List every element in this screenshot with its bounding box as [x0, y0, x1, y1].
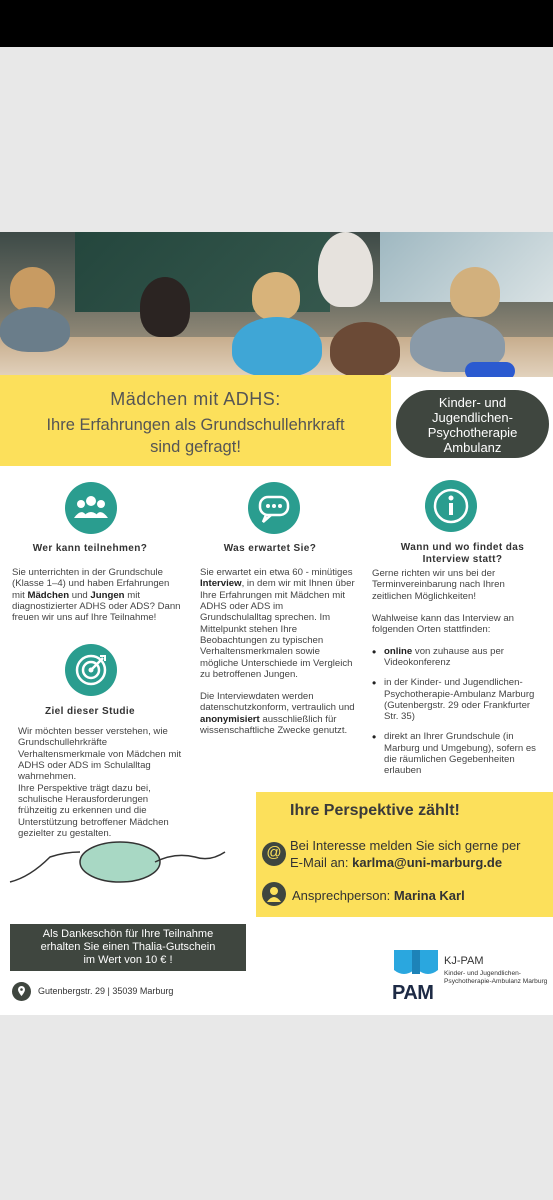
- location-online-text: von zuhause aus per Videokonferenz: [384, 645, 504, 668]
- perspective-title: Ihre Perspektive zählt!: [290, 802, 460, 819]
- teacher: [318, 232, 373, 307]
- title-line-3: sind gefragt!: [150, 437, 241, 456]
- kj-pam-logo: [392, 948, 552, 1006]
- col2-bold-interview: Interview: [200, 578, 242, 590]
- logo-subtitle: [444, 970, 553, 986]
- location-pin-icon: [12, 982, 31, 1001]
- ambulance-badge: [396, 390, 549, 458]
- thanks-line-2: erhalten Sie einen Thalia-Gutschein: [40, 941, 216, 954]
- col3-paragraph-2: Wahlweise kann das Interview an folgenden Orten stattfinden:: [372, 612, 515, 636]
- email-line: [290, 855, 502, 870]
- col3-title-line-2: Interview statt?: [422, 553, 503, 565]
- logo-pam: PAM: [392, 982, 434, 1004]
- col2-paragraph-2: [200, 691, 355, 736]
- title-line-2: Ihre Erfahrungen als Grundschullehrkraft: [46, 416, 345, 434]
- thanks-line-1: Als Dankeschön für Ihre Teilnahme: [42, 928, 214, 940]
- col1-bold-jungen: Jungen: [90, 589, 125, 601]
- col2-paragraph-1: [200, 567, 355, 680]
- at-sign-icon: @: [262, 842, 286, 866]
- col2-text-part-4: ausschließlich für wissenschaftliche Zwecke genutzt.: [200, 713, 348, 737]
- speech-bubble-illustration: [5, 822, 235, 902]
- location-ambulance: • in der Kinder- und Jugendlichen-Psychotherapie-Ambulanz Marburg (Gutenbergstr. 29 oder Frankfurter Str. 35): [372, 677, 544, 722]
- col1-text-part-2: und: [69, 589, 91, 601]
- col2-bold-anonymisiert: anonymisiert: [200, 713, 260, 725]
- title-line-1: Mädchen mit ADHS:: [110, 389, 281, 409]
- child-3: [140, 277, 190, 337]
- col2-title: Was erwartet Sie?: [223, 543, 317, 554]
- col2-text-part-1: Sie erwartet ein etwa 60 - minütiges: [200, 567, 353, 578]
- logo-name: KJ-PAM: [444, 955, 484, 967]
- child-6: [330, 322, 400, 377]
- status-bar: [0, 0, 553, 47]
- location-list: [372, 646, 544, 777]
- contact-line: [292, 888, 465, 903]
- col1-text: [12, 567, 182, 624]
- badge-line-4: Ambulanz: [443, 439, 502, 455]
- thanks-box: [10, 924, 246, 971]
- logo-subtitle-2: Psychotherapie-Ambulanz Marburg: [444, 978, 548, 986]
- goal-title: Ziel dieser Studie: [44, 706, 135, 717]
- location-online: [372, 646, 544, 669]
- col3-paragraph-1: Gerne richten wir uns bei der Terminvereinbarung nach Ihren zeitlichen Möglichkeiten!: [372, 568, 505, 602]
- col2-text-part-3: Die Interviewdaten werden datenschutzkonform, vertraulich und: [200, 691, 355, 714]
- child-1: [10, 267, 55, 312]
- classroom-photo: [0, 232, 553, 377]
- col1-bold-maedchen: Mädchen: [27, 589, 70, 601]
- contact-name: Marina Karl: [393, 888, 465, 903]
- logo-subtitle-1: Kinder- und Jugendlichen-: [444, 970, 521, 977]
- child-7: [450, 267, 500, 317]
- email-link[interactable]: karlma@uni-marburg.de: [352, 855, 503, 870]
- col2-text: [200, 567, 355, 736]
- child-4: [252, 272, 300, 320]
- location-online-bold: online: [384, 645, 413, 657]
- goal-text-1: Wir möchten besser verstehen, wie Grundschullehrkräfte Verhaltensmerkmale von Mädchen mit ADHS oder ADS im Schulalltag wahrnehmen.: [18, 726, 182, 783]
- thanks-line-3: im Wert von 10 € !: [83, 954, 173, 967]
- poster: [0, 232, 553, 1015]
- child-5: [232, 317, 322, 377]
- badge-line-1: Kinder- und: [438, 395, 507, 410]
- contact-label: Ansprechperson:: [292, 888, 394, 903]
- col3-text: [372, 568, 544, 786]
- target-icon: [65, 644, 117, 696]
- title-box: [0, 375, 391, 466]
- pencil-case: [465, 362, 515, 377]
- group-icon: [65, 482, 117, 534]
- col1-text-part-1: Sie unterrichten in der Grundschule (Klasse 1–4) und haben Erfahrungen mit: [12, 567, 170, 601]
- info-icon: [425, 480, 477, 532]
- interest-line: Bei Interesse melden Sie sich gerne per: [290, 838, 521, 853]
- col3-title-line-1: Wann und wo findet das: [400, 542, 525, 553]
- col1-title: Wer kann teilnehmen?: [32, 543, 148, 554]
- location-school: • direkt an Ihrer Grundschule (in Marburg und Umgebung), sofern es die räumlichen Gegebenheiten erlauben: [372, 731, 544, 776]
- badge-line-2: Jugendlichen-: [432, 409, 513, 425]
- email-label: E-Mail an:: [290, 855, 353, 870]
- chat-bubble-icon: [248, 482, 300, 534]
- child-2: [0, 307, 70, 352]
- col3-title: [375, 542, 550, 565]
- goal-text-2: Ihre Perspektive trägt dazu bei, schulische Herausforderungen frühzeitig zu erkennen und die Unterstützung betroffener Mädchen gezielter zu gestalten.: [18, 782, 169, 839]
- person-icon: [262, 882, 286, 906]
- badge-line-3: Psychotherapie: [427, 424, 518, 440]
- col2-text-part-2: , in dem wir mit Ihnen über Ihre Erfahrungen mit Mädchen mit ADHS oder ADS im Grundschulalltag sprechen. Im Mittelpunkt stehen Ihre Beobachtungen zu typischen Verhaltensmerkmalen sowie mögliche Unterschiede im Vergleich zu betroffenen Jungen.: [200, 578, 355, 680]
- address: Gutenbergstr. 29 | 35039 Marburg: [38, 986, 174, 996]
- col1-text-part-3: mit diagnostizierter ADHS oder ADS? Dann freuen wir uns auf Ihre Teilnahme!: [12, 589, 181, 624]
